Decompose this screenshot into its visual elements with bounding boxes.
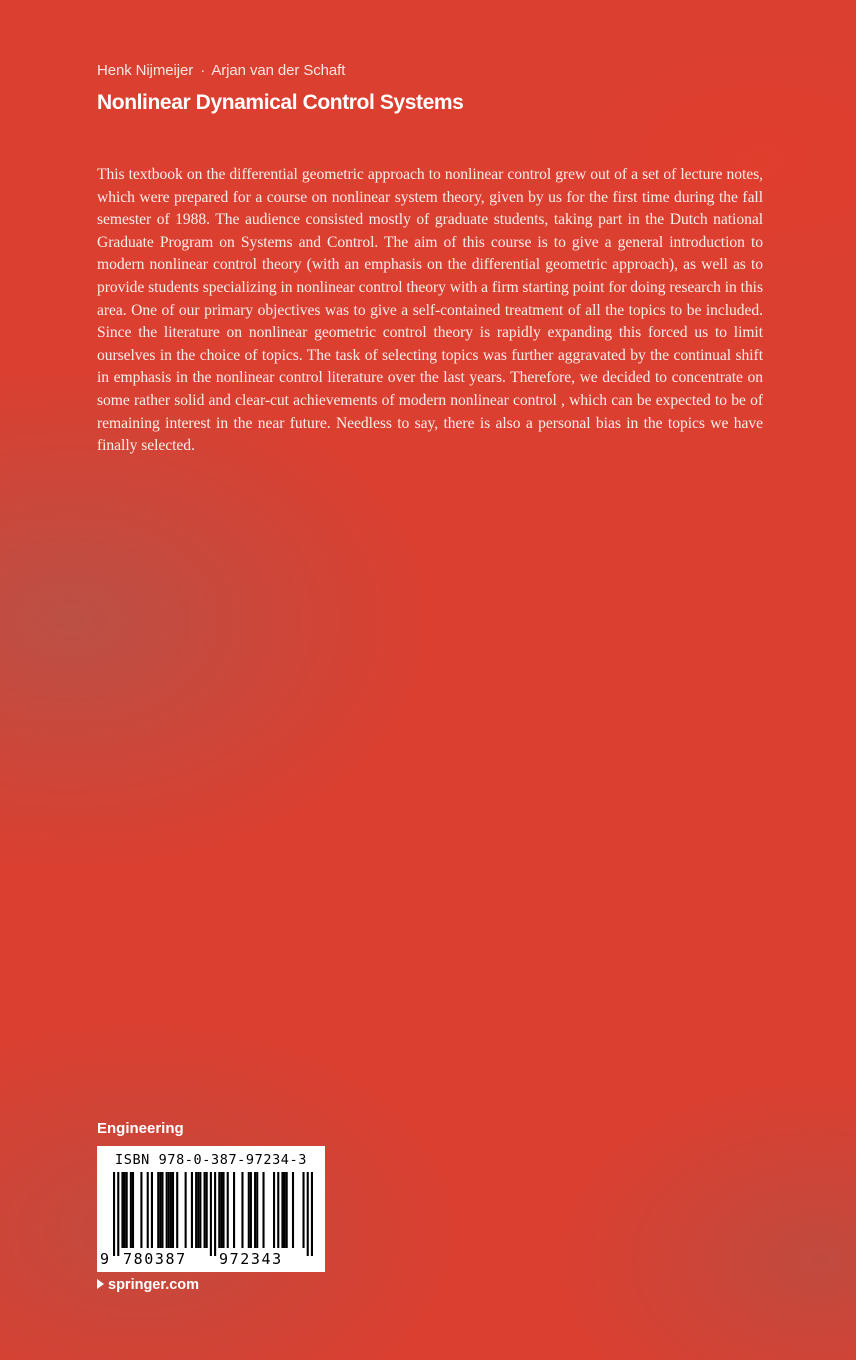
barcode-bar xyxy=(197,1172,199,1248)
book-title: Nonlinear Dynamical Control Systems xyxy=(97,91,464,114)
author-separator: · xyxy=(200,62,206,79)
barcode-bar xyxy=(151,1172,153,1248)
barcode-bar xyxy=(273,1172,275,1248)
publisher-website[interactable] xyxy=(97,1277,199,1293)
barcode-bar xyxy=(170,1172,172,1248)
barcode-bar xyxy=(185,1172,187,1248)
barcode-bar xyxy=(157,1172,159,1248)
website-label: springer.com xyxy=(108,1277,200,1293)
barcode-bar xyxy=(204,1172,206,1248)
barcode-bar xyxy=(191,1172,193,1248)
barcode-bar xyxy=(233,1172,235,1248)
barcode-bar xyxy=(262,1172,264,1248)
barcode-bar xyxy=(121,1172,123,1248)
barcode-bar xyxy=(254,1172,256,1248)
authors-line xyxy=(97,62,345,79)
barcode-bar xyxy=(117,1172,119,1256)
barcode-bar xyxy=(286,1172,288,1248)
barcode-bar xyxy=(168,1172,170,1248)
subject-category: Engineering xyxy=(97,1120,184,1137)
barcode-bar xyxy=(307,1172,309,1256)
barcode-bar xyxy=(140,1172,142,1248)
barcode-bar xyxy=(241,1172,243,1248)
barcode-bar xyxy=(218,1172,220,1248)
ean-digits xyxy=(97,1250,325,1270)
barcode-bar xyxy=(292,1172,294,1248)
barcode-bar xyxy=(206,1172,208,1248)
barcode xyxy=(97,1146,325,1272)
barcode-bar xyxy=(199,1172,201,1248)
isbn-number: ISBN 978-0-387-97234-3 xyxy=(114,1152,307,1168)
barcode-bar xyxy=(172,1172,174,1248)
book-description: This textbook on the differential geometric approach to nonlinear control grew out of a set of lecture notes, which were prepared for a course on nonlinear system theory, given by us for the first time during the fall semester of 1988. The audience consisted mostly of graduate students, taking part in the Dutch national Graduate Program on Systems and Control. The aim of this course is to give a general introduction to modern nonlinear control theory (with an emphasis on the differential geometric approach), as well as to provide students specializing in nonlinear control theory with a firm starting point for doing research in this area. One of our primary objectives was to give a self-contained treatment of all the topics to be included. Since the literature on nonlinear geometric control theory is rapidly expanding this forced us to limit ourselves in the choice of topics. The task of selecting topics was further aggravated by the continual shift in emphasis in the nonlinear control literature over the last years. Therefore, we decided to concentrate on some rather solid and clear-cut achievements of modern nonlinear control , which can be expected to be of remaining interest in the near future. Needless to say, there is also a personal bias in the topics we have finally selected. xyxy=(97,166,763,455)
barcode-bar xyxy=(161,1172,163,1248)
barcode-bar xyxy=(132,1172,134,1248)
ean-first-digit: 9 xyxy=(100,1250,111,1268)
ean-right-group: 972343 xyxy=(219,1250,283,1268)
barcode-bar xyxy=(166,1172,168,1248)
barcode-bar xyxy=(277,1172,279,1248)
barcode-bar xyxy=(284,1172,286,1248)
barcode-bar xyxy=(124,1172,126,1248)
barcode-bar xyxy=(250,1172,252,1248)
barcode-bar xyxy=(126,1172,128,1248)
barcode-bar xyxy=(214,1172,216,1256)
barcode-bar xyxy=(311,1172,313,1256)
ean-left-group: 780387 xyxy=(123,1250,187,1268)
barcode-bar xyxy=(113,1172,115,1256)
barcode-bar xyxy=(159,1172,161,1248)
barcode-bar xyxy=(302,1172,304,1248)
barcode-bar xyxy=(195,1172,197,1248)
barcode-bar xyxy=(281,1172,283,1248)
barcode-bar xyxy=(256,1172,258,1248)
barcode-bar xyxy=(220,1172,222,1248)
author-1: Henk Nijmeijer xyxy=(97,62,194,79)
barcode-bar xyxy=(227,1172,229,1248)
author-2: Arjan van der Schaft xyxy=(211,62,346,79)
barcode-bar xyxy=(210,1172,212,1256)
barcode-bars xyxy=(113,1172,313,1256)
barcode-bar xyxy=(130,1172,132,1248)
barcode-bar xyxy=(147,1172,149,1248)
barcode-bar xyxy=(176,1172,178,1248)
barcode-bar xyxy=(222,1172,224,1248)
arrow-right-icon xyxy=(97,1279,104,1289)
barcode-bar xyxy=(248,1172,250,1248)
